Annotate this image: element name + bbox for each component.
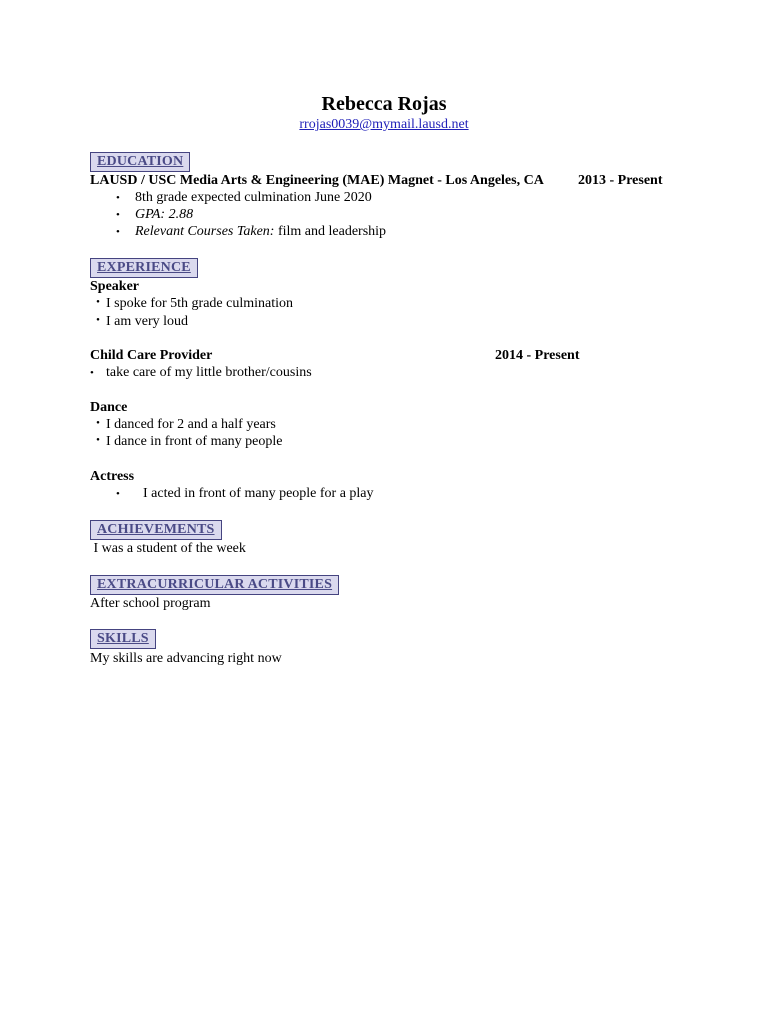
role-title: Actress <box>90 469 135 484</box>
bullet: • <box>116 226 120 238</box>
skills-text: My skills are advancing right now <box>90 651 282 666</box>
education-dates: 2013 - Present <box>578 173 663 188</box>
achievements-text: I was a student of the week <box>90 541 246 556</box>
education-item-courses <box>135 223 386 240</box>
section-heading-experience: EXPERIENCE <box>90 258 198 278</box>
bullet: ・ <box>91 417 105 432</box>
section-heading-extracurricular: EXTRACURRICULAR ACTIVITIES <box>90 575 339 595</box>
role-title: Child Care Provider <box>90 348 213 363</box>
education-item: 8th grade expected culmination June 2020 <box>135 190 372 205</box>
courses-text: film and leadership <box>274 224 387 239</box>
school-name: LAUSD / USC Media Arts & Engineering (MAE) Magnet - Los Angeles, CA <box>90 173 544 188</box>
role-item: I acted in front of many people for a play <box>143 486 374 501</box>
bullet: • <box>116 488 120 500</box>
role-item: take care of my little brother/cousins <box>106 365 312 380</box>
section-heading-education: EDUCATION <box>90 152 190 172</box>
resume-name: Rebecca Rojas <box>321 93 447 115</box>
bullet: • <box>116 209 120 221</box>
extracurricular-text: After school program <box>90 596 211 611</box>
role-dates: 2014 - Present <box>495 348 580 363</box>
bullet: ・ <box>91 434 105 449</box>
bullet: • <box>90 367 94 379</box>
bullet: ・ <box>91 296 105 311</box>
role-item: I dance in front of many people <box>106 434 283 449</box>
role-title: Speaker <box>90 279 139 294</box>
bullet: • <box>116 192 120 204</box>
role-item: I spoke for 5th grade culmination <box>106 296 294 311</box>
education-item-gpa: GPA: 2.88 <box>135 207 194 222</box>
section-heading-skills: SKILLS <box>90 629 156 649</box>
role-title: Dance <box>90 400 128 415</box>
courses-label: Relevant Courses Taken: <box>135 224 275 239</box>
role-item: I danced for 2 and a half years <box>106 417 276 432</box>
email-link[interactable]: rrojas0039@mymail.lausd.net <box>299 117 469 132</box>
section-heading-achievements: ACHIEVEMENTS <box>90 520 222 540</box>
bullet: ・ <box>91 314 105 329</box>
role-item: I am very loud <box>106 314 189 329</box>
